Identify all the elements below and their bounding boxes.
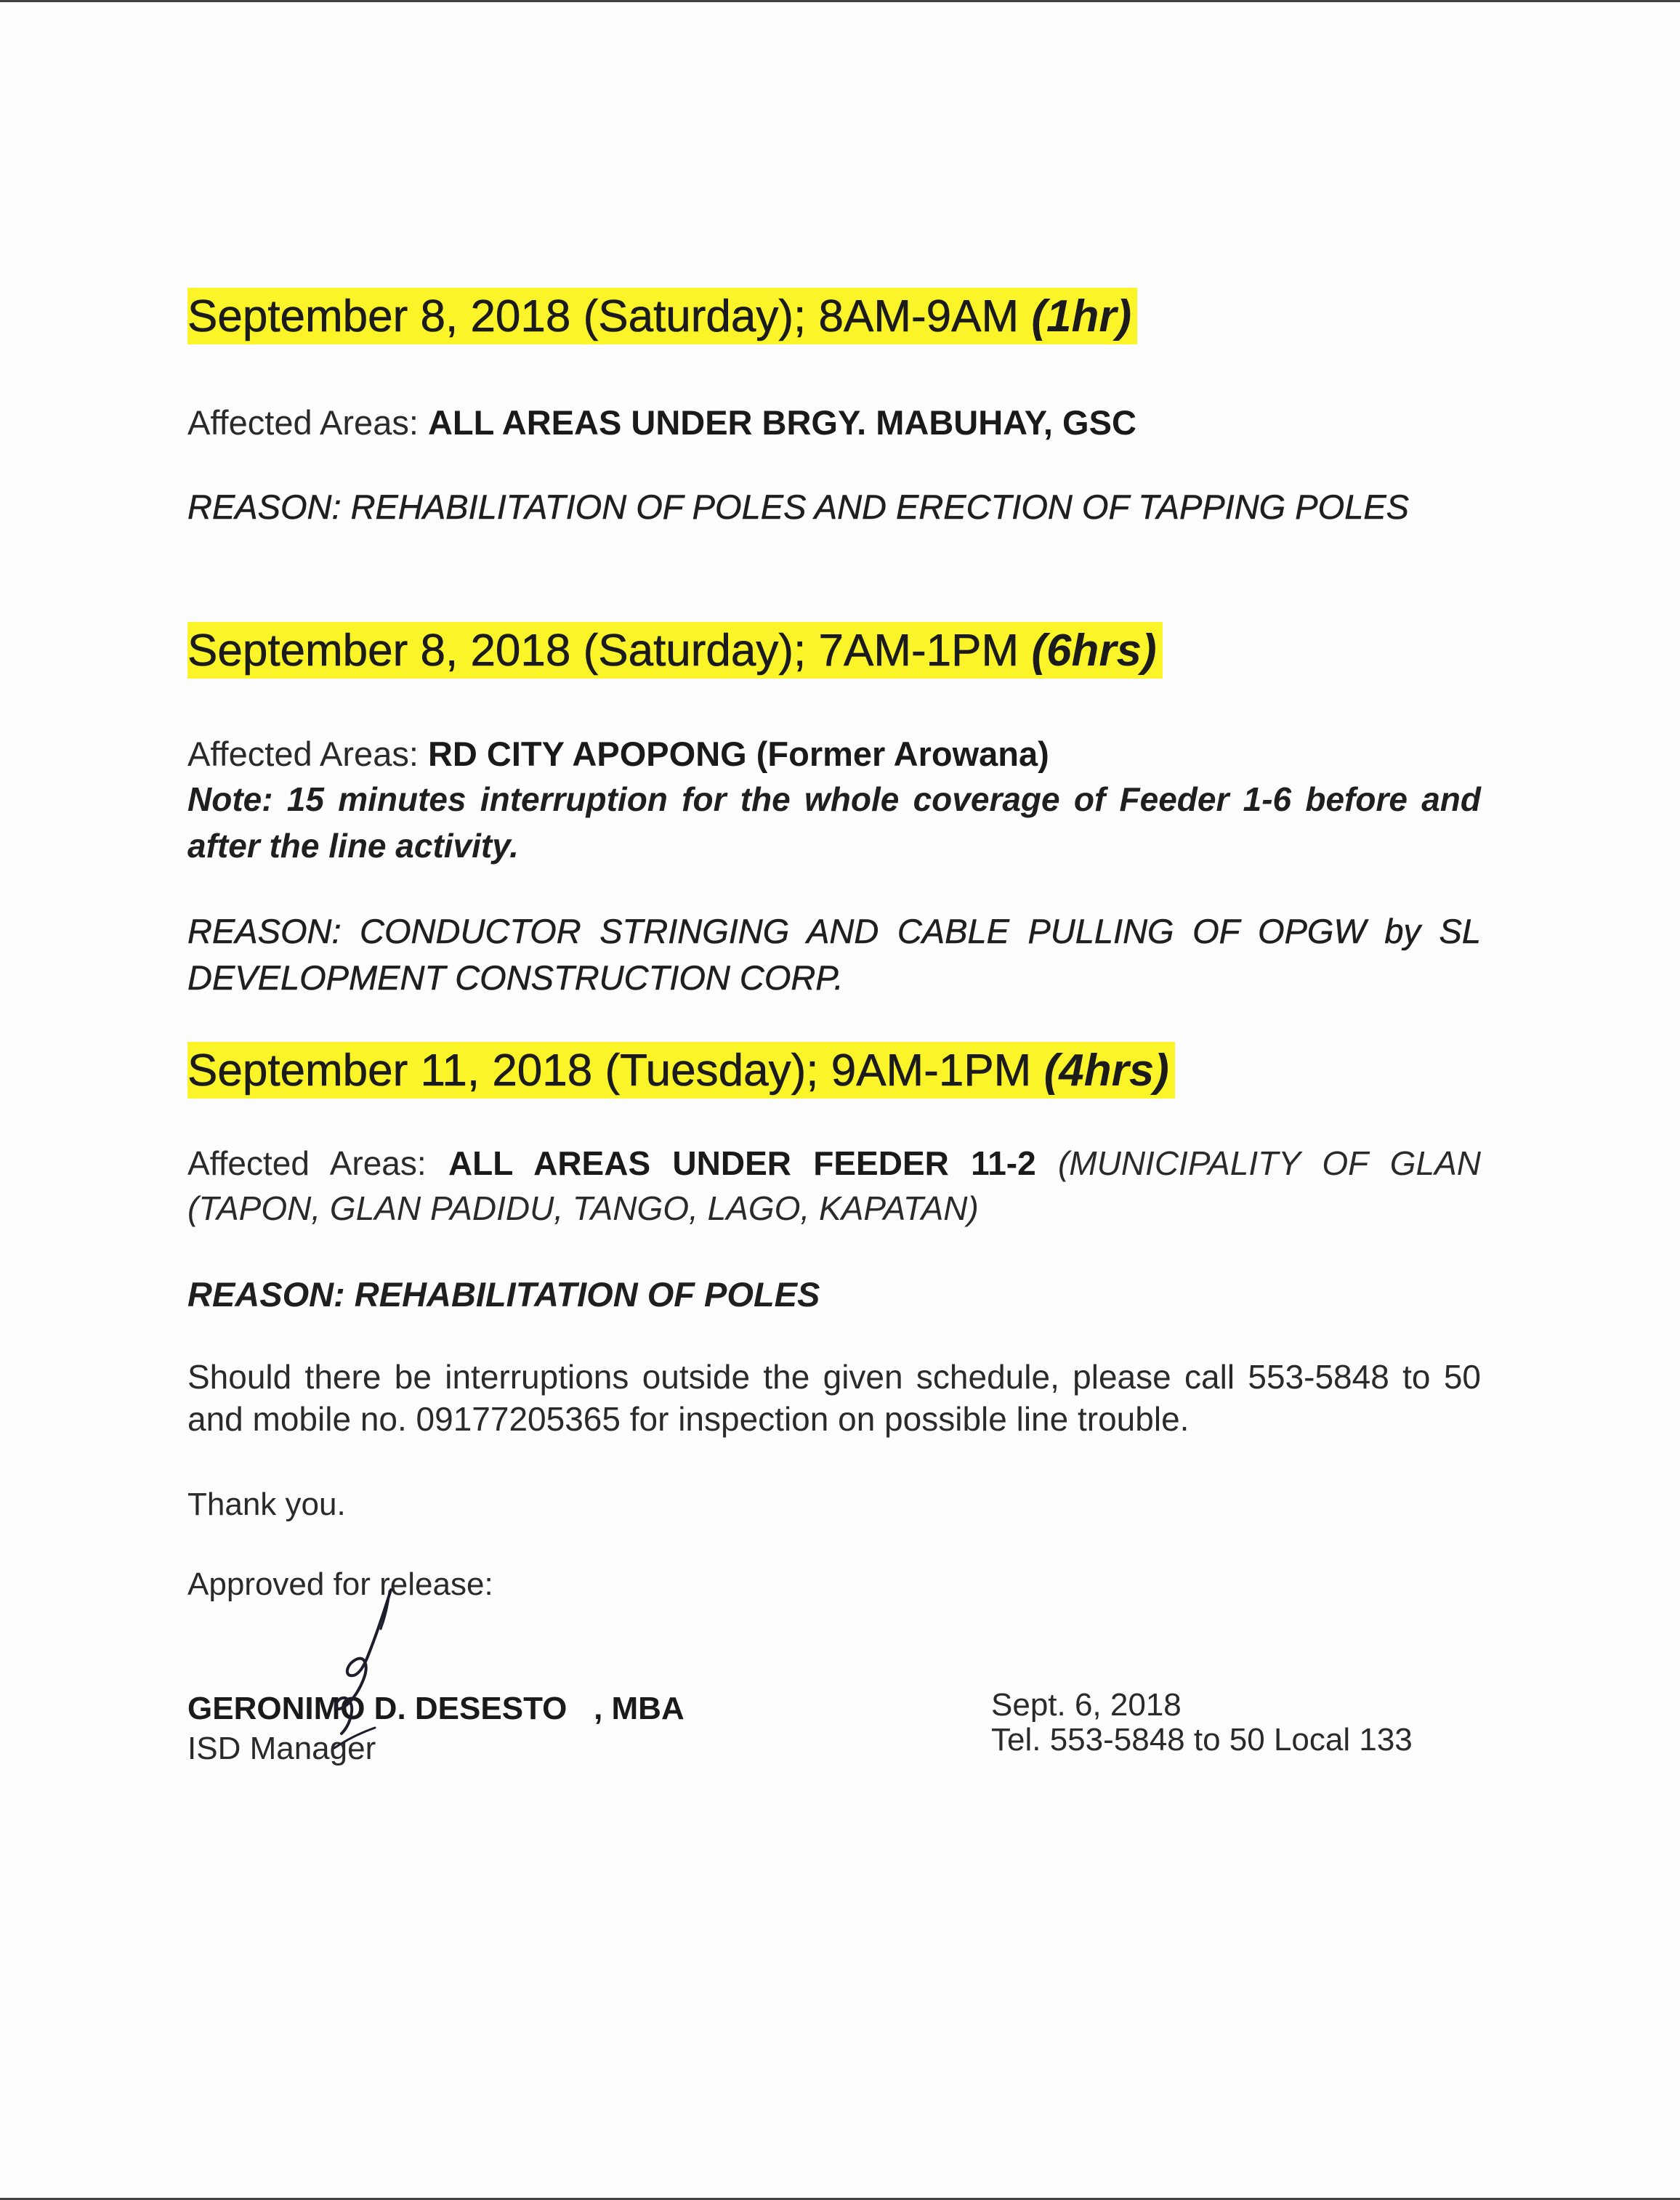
- notice-3-affected-areas: [187, 1141, 1481, 1231]
- notice-1-reason: REASON: REHABILITATION OF POLES AND ERECTION OF TAPPING POLES: [187, 488, 1410, 526]
- handwritten-signature: [305, 1584, 407, 1758]
- affected-areas-value: RD CITY APOPONG (Former Arowana): [427, 735, 1049, 773]
- notice-2-schedule: September 8, 2018 (Saturday); 7AM-1PM: [187, 626, 1019, 676]
- notice-3-heading: [187, 1042, 1175, 1099]
- issued-telephone: Tel. 553-5848 to 50 Local 133: [991, 1722, 1413, 1758]
- approval-label: Approved for release:: [187, 1566, 493, 1602]
- closing-text: Thank you.: [187, 1487, 346, 1522]
- affected-areas-value: ALL AREAS UNDER FEEDER 11-2: [448, 1144, 1036, 1182]
- notice-2-note: Note: 15 minutes interruption for the whole coverage of Feeder 1-6 before and after the line activity.: [187, 780, 1481, 865]
- affected-areas-label: Affected Areas:: [187, 735, 419, 773]
- notice-3-schedule: September 11, 2018 (Tuesday); 9AM-1PM: [187, 1046, 1032, 1096]
- affected-areas-value: ALL AREAS UNDER BRGY. MABUHAY, GSC: [427, 403, 1136, 442]
- contact-note: Should there be interruptions outside the given schedule, please call 553-5848 to 50 and mobile no. 09177205365 for inspection on possible line trouble.: [187, 1358, 1481, 1438]
- signature-stroke-icon: [305, 1584, 407, 1758]
- issued-date: Sept. 6, 2018: [991, 1687, 1182, 1723]
- signer-full-name: GERONIMO D. DESESTO: [187, 1691, 568, 1726]
- notice-3-reason: REASON: REHABILITATION OF POLES: [187, 1275, 820, 1314]
- top-scan-edge: [0, 0, 1680, 2]
- notice-2-reason: REASON: CONDUCTOR STRINGING AND CABLE PULLING OF OPGW by SL DEVELOPMENT CONSTRUCTION CORP.: [187, 912, 1481, 997]
- notice-2-heading: [187, 622, 1163, 679]
- notice-2-affected-areas: [187, 732, 1049, 776]
- notice-2-duration: (6hrs): [1031, 626, 1157, 676]
- affected-areas-detail: (MUNICIPALITY OF GLAN (TAPON, GLAN PADIDU, TANGO, LAGO, KAPATAN): [187, 1144, 1481, 1227]
- signer-name: [187, 1689, 684, 1728]
- notice-1-duration: (1hr): [1031, 291, 1132, 341]
- notice-1-schedule: September 8, 2018 (Saturday); 8AM-9AM: [187, 291, 1019, 341]
- affected-areas-label: Affected Areas:: [187, 403, 419, 442]
- notice-3-duration: (4hrs): [1043, 1046, 1169, 1096]
- notice-1-heading: [187, 288, 1137, 344]
- notice-1-affected-areas: [187, 401, 1136, 445]
- signer-title: ISD Manager: [187, 1731, 376, 1766]
- affected-areas-label: Affected Areas:: [187, 1144, 427, 1182]
- signer-suffix: , MBA: [594, 1691, 684, 1726]
